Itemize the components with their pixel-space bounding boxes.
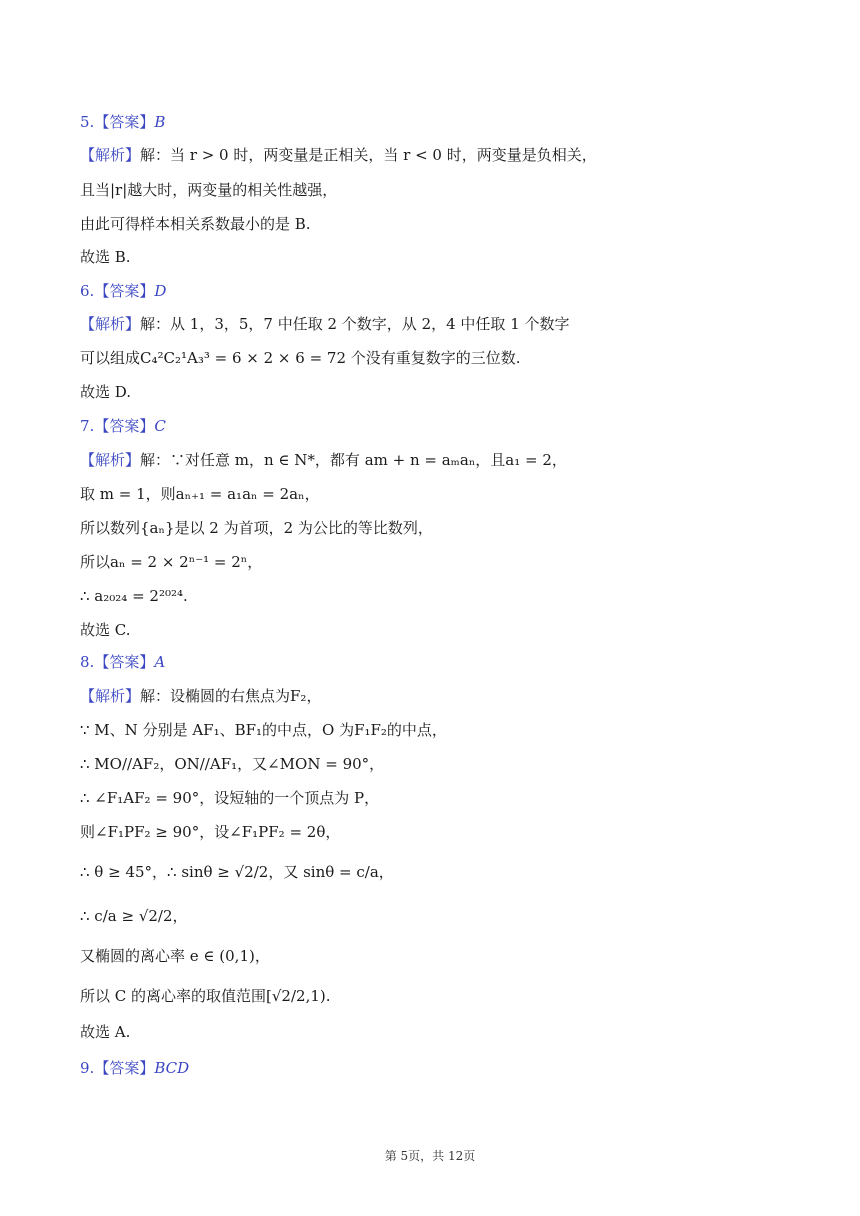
answer-line — [80, 651, 165, 673]
solution-line: 所以 C 的离心率的取值范围[√2/2,1). — [80, 987, 331, 1005]
solution-line: ∴ a₂₀₂₄ = 2²⁰²⁴. — [80, 587, 188, 605]
page-footer: 第 5页，共 12页 — [384, 1149, 476, 1163]
solution-line: 可以组成C₄²C₂¹A₃³ = 6 × 2 × 6 = 72 个没有重复数字的三位数. — [80, 349, 521, 367]
solution-line: 故选 A. — [80, 1023, 131, 1041]
solution-line: 故选 D. — [80, 383, 132, 401]
analysis-text: 解：设椭圆的右焦点为F₂， — [140, 687, 322, 705]
solution-line: ∴ θ ≥ 45°，∴ sinθ ≥ √2/2，又 sinθ = c/a， — [80, 863, 394, 881]
solution-line: 故选 B. — [80, 248, 131, 266]
answer-line — [80, 280, 166, 302]
answer-value: D — [154, 282, 167, 300]
answer-tag: 【答案】 — [94, 113, 155, 131]
answer-tag: 【答案】 — [94, 653, 155, 671]
analysis-tag: 【解析】 — [80, 146, 141, 164]
analysis-text: 解：当 r > 0 时，两变量是正相关，当 r < 0 时，两变量是负相关， — [140, 146, 597, 164]
answer-line — [80, 415, 166, 437]
analysis-text: 解：∵对任意 m，n ∈ N*，都有 am + n = aₘaₙ，且a₁ = 2， — [140, 451, 567, 469]
answer-line — [80, 111, 165, 133]
answer-value: A — [154, 653, 166, 671]
answer-line — [80, 1057, 189, 1079]
answer-value: BCD — [154, 1059, 190, 1077]
solution-line: ∴ c/a ≥ √2/2， — [80, 907, 188, 925]
answer-tag: 【答案】 — [94, 282, 155, 300]
solution-line: 又椭圆的离心率 e ∈ (0,1)， — [80, 947, 270, 965]
analysis-tag: 【解析】 — [80, 687, 141, 705]
solution-line: 取 m = 1，则aₙ₊₁ = a₁aₙ = 2aₙ， — [80, 485, 320, 503]
solution-line: 由此可得样本相关系数最小的是 B. — [80, 215, 311, 233]
solution-line: 所以数列{aₙ}是以 2 为首项，2 为公比的等比数列， — [80, 519, 433, 537]
question-number: 5. — [80, 113, 95, 131]
solution-line: 故选 C. — [80, 621, 131, 639]
question-number: 6. — [80, 282, 95, 300]
analysis-line — [80, 313, 570, 335]
analysis-tag: 【解析】 — [80, 451, 141, 469]
analysis-text: 解：从 1，3，5，7 中任取 2 个数字，从 2，4 中任取 1 个数字 — [140, 315, 570, 333]
analysis-line — [80, 685, 321, 707]
solution-line: ∴ MO//AF₂，ON//AF₁，又∠MON = 90°， — [80, 755, 385, 773]
question-number: 7. — [80, 417, 95, 435]
solution-line: 且当|r|越大时，两变量的相关性越强， — [80, 181, 338, 199]
answer-value: C — [154, 417, 166, 435]
answer-value: B — [154, 113, 166, 131]
answer-tag: 【答案】 — [94, 1059, 155, 1077]
answer-tag: 【答案】 — [94, 417, 155, 435]
question-number: 8. — [80, 653, 95, 671]
solution-line: 所以aₙ = 2 × 2ⁿ⁻¹ = 2ⁿ， — [80, 553, 263, 571]
solution-line: ∵ M、N 分别是 AF₁、BF₁的中点，O 为F₁F₂的中点， — [80, 721, 447, 739]
solution-line: ∴ ∠F₁AF₂ = 90°，设短轴的一个顶点为 P， — [80, 789, 380, 807]
solution-line: 则∠F₁PF₂ ≥ 90°，设∠F₁PF₂ = 2θ， — [80, 823, 341, 841]
analysis-line — [80, 144, 597, 166]
analysis-tag: 【解析】 — [80, 315, 141, 333]
question-number: 9. — [80, 1059, 95, 1077]
analysis-line — [80, 449, 567, 471]
